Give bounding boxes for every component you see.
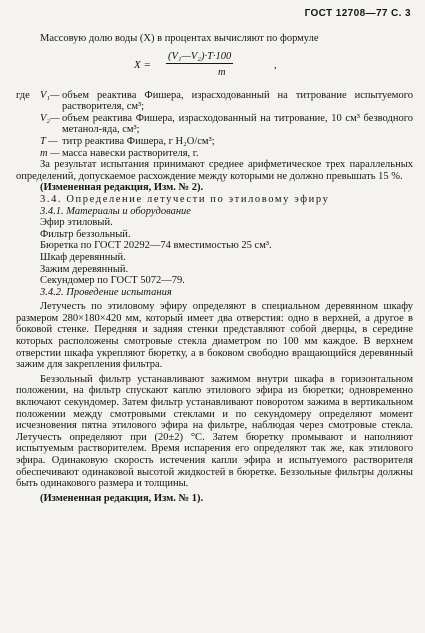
material-item: Секундомер по ГОСТ 5072—79. xyxy=(40,275,185,287)
material-item: Зажим деревянный. xyxy=(40,263,129,275)
legend-symbol: V₂— xyxy=(40,112,60,124)
material-item: Эфир этиловый. xyxy=(40,217,113,229)
page-header: ГОСТ 12708—77 С. 3 xyxy=(304,8,411,19)
procedure-paragraph-1: Летучесть по этиловому эфиру определяют в специальном деревянном шкафу размером 280×180×420 мм, который имеет два отверстия: одно в верхней, а другое в боковой стенке. Передняя и задняя стенки представляют собой дверцы, в середине которых расположены смотровые стекла диаметром по 100 мм каждое. В верхнем отверстии шкафа укрепляют бюретку, а в боковом свободно вращающийся деревянный зажим для закрепления фильтра. xyxy=(16,301,413,371)
water-fraction-formula xyxy=(16,51,413,81)
subsection-heading: 3.4.1. Материалы и оборудование xyxy=(40,205,191,217)
section-heading: 3.4. Определение летучести по этиловому эфиру xyxy=(40,193,330,205)
legend-text: объем реактива Фишера, израсходованный на титрование испытуемого растворителя, см³; xyxy=(62,89,413,113)
procedure-paragraph-2: Беззольный фильтр устанавливают зажимом внутри шкафа в горизонтальном положении, на фильтр спускают каплю этилового эфира из бюретки; одновременно включают секундомер. Затем фильтр устанавливают поворотом зажима в вертикальном положении между смотровыми стеклами и по секундомеру определяют момент исчезновения пятна этилового эфира на фильтре, наблюдая через смотровые стекла. Летучесть определяют при (20±2) °С. Затем бюретку промывают и наполняют испытуемым растворителем. Время испарения его определяют так же, как этилового эфира. Одинаковую скорость истечения капли эфира и испытуемого растворителя обеспечивают одинаковой высотой жидкостей в бюретке. Беззольные фильтры должны быть одинакового размера и толщины. xyxy=(16,373,413,490)
formula-lhs: X = xyxy=(134,58,151,71)
legend-item xyxy=(40,135,413,148)
edit-note: (Измененная редакция, Изм. № 1). xyxy=(40,492,204,504)
legend-symbol: m — xyxy=(40,147,60,159)
legend-label: где xyxy=(16,89,30,101)
material-item: Бюретка по ГОСТ 20292—74 вместимостью 25 см³. xyxy=(40,240,272,252)
formula-intro: Массовую долю воды (X) в процентах вычисляют по формуле xyxy=(40,33,319,44)
material-item: Фильтр беззольный. xyxy=(40,228,131,240)
legend-symbol: V₁— xyxy=(40,89,60,101)
formula-numerator: (V₁—V₂)·T·100 xyxy=(168,50,232,62)
legend-text: объем реактива Фишера, израсходованный на титрование, 10 см³ безводного метанол-яда, см³; xyxy=(62,112,413,136)
formula-legend xyxy=(16,90,413,160)
result-paragraph: За результат испытания принимают среднее арифметическое трех параллельных определений, допускаемое расхождение между которыми не должно превышать 15 %. xyxy=(16,159,413,182)
page-content xyxy=(16,33,413,504)
materials-list xyxy=(16,217,413,287)
legend-text: масса навески растворителя, г. xyxy=(62,147,199,159)
procedure-heading: 3.4.2. Проведение испытания xyxy=(40,286,172,298)
formula-comma: , xyxy=(274,58,277,71)
material-item: Шкаф деревянный. xyxy=(40,251,126,263)
legend-item xyxy=(40,147,413,160)
legend-text: титр реактива Фишера, г H₂O/см³; xyxy=(62,135,215,147)
edit-note: (Измененная редакция, Изм. № 2). xyxy=(40,182,204,194)
formula-denominator: m xyxy=(218,66,226,78)
legend-item xyxy=(40,89,413,113)
legend-symbol: T — xyxy=(40,135,58,147)
legend-item xyxy=(40,112,413,136)
